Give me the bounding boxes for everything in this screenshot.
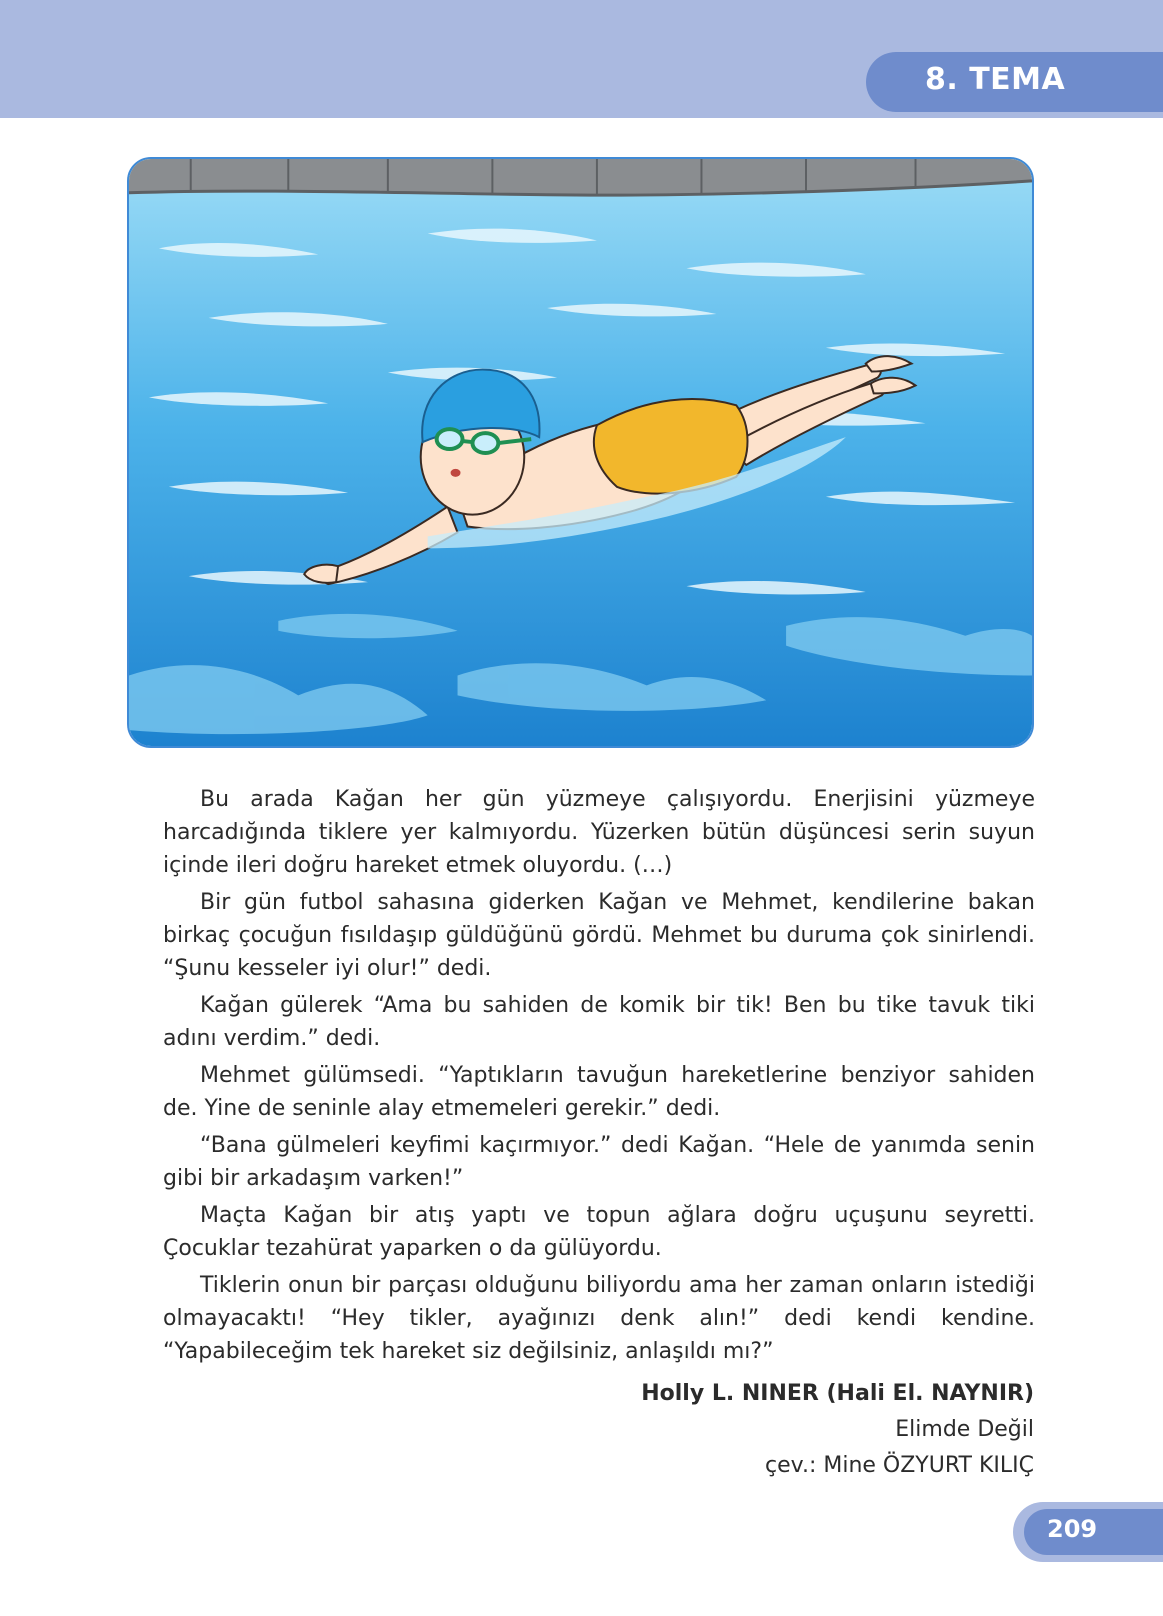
page-number: 209 — [1047, 1515, 1098, 1543]
paragraph: Tiklerin onun bir parçası olduğunu biliyordu ama her zaman onların istediği olmayacaktı! “Hey tikler, ayağınızı denk alın!” dedi kendi kendine. “Yapabileceğim tek hareket siz değilsiniz, anlaşıldı mı?” — [163, 1273, 1035, 1364]
swimming-boy-illustration — [127, 157, 1034, 748]
credit-translator: çev.: Mine ÖZYURT KILIÇ — [765, 1453, 1034, 1478]
paragraph: Mehmet gülümsedi. “Yaptıkların tavuğun hareketlerine benziyor sahiden de. Yine de seninle alay etmemeleri gerekir.” dedi. — [163, 1063, 1035, 1121]
story-text — [163, 783, 1035, 1372]
credit-book: Elimde Değil — [895, 1417, 1034, 1442]
credits — [560, 1376, 1034, 1484]
paragraph: Kağan gülerek “Ama bu sahiden de komik bir tik! Ben bu tike tavuk tiki adını verdim.” dedi. — [163, 993, 1035, 1051]
paragraph: “Bana gülmeleri keyfimi kaçırmıyor.” dedi Kağan. “Hele de yanımda senin gibi bir arkadaşım varken!” — [163, 1133, 1035, 1191]
paragraph: Bu arada Kağan her gün yüzmeye çalışıyordu. Enerjisini yüzmeye harcadığında tiklere yer kalmıyordu. Yüzerken bütün düşüncesi serin suyun içinde ileri doğru hareket etmek oluyordu. (…) — [163, 787, 1035, 878]
theme-label: 8. TEMA — [925, 62, 1066, 97]
paragraph: Maçta Kağan bir atış yaptı ve topun ağlara doğru uçuşunu seyretti. Çocuklar tezahürat yaparken o da gülüyordu. — [163, 1203, 1035, 1261]
paragraph: Bir gün futbol sahasına giderken Kağan ve Mehmet, kendilerine bakan birkaç çocuğun fısıldaşıp güldüğünü gördü. Mehmet bu duruma çok sinirlendi. “Şunu kesseler iyi olur!” dedi. — [163, 890, 1035, 981]
credit-author: Holly L. NINER (Hali El. NAYNIR) — [641, 1381, 1034, 1406]
